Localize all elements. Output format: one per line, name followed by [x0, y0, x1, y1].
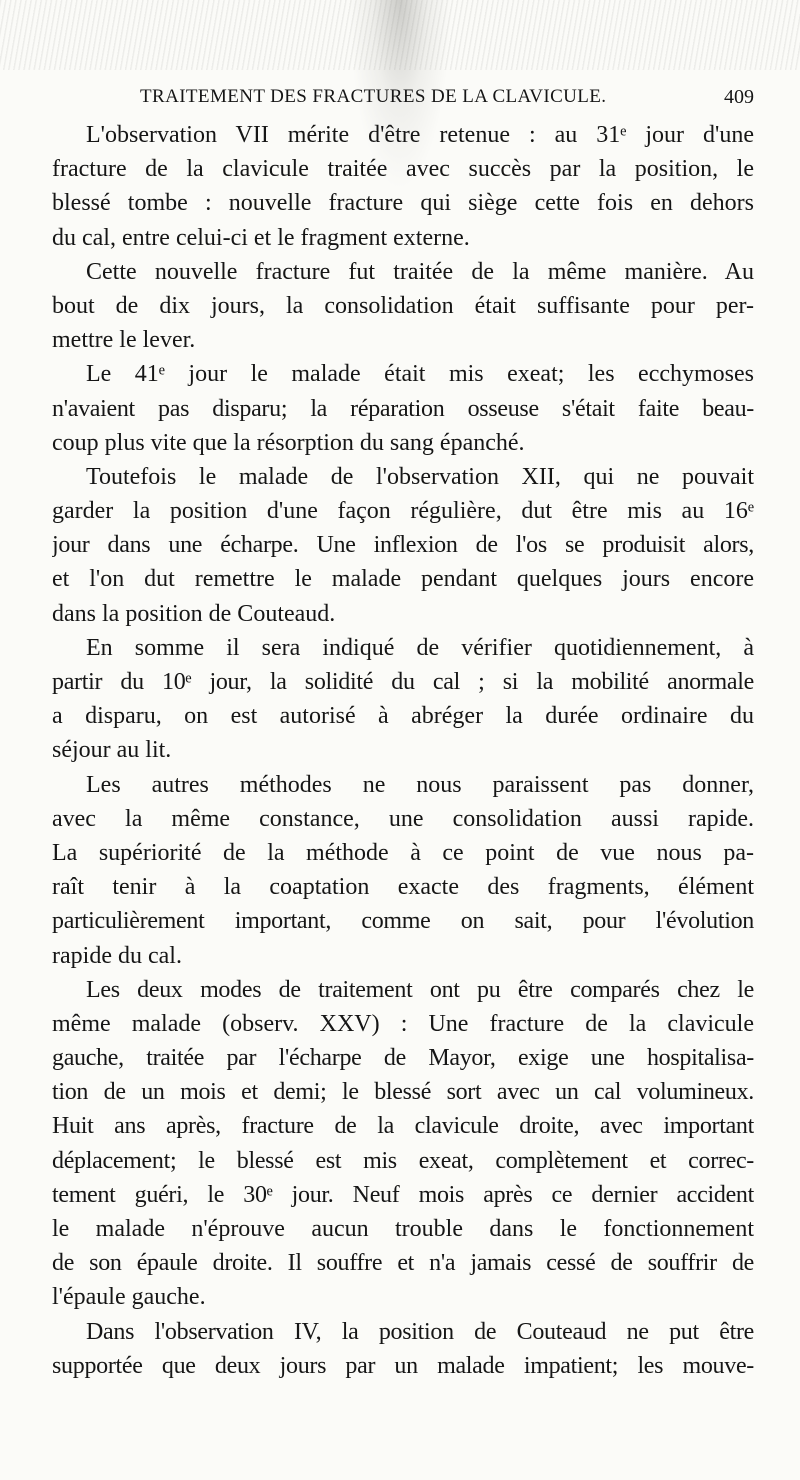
text-line: n'avaient pas disparu; la réparation osseuse s'était faite beau- — [52, 395, 754, 422]
text-line: fracture de la clavicule traitée avec succès par la position, le — [52, 156, 754, 183]
text-line: et l'on dut remettre le malade pendant quelques jours encore — [52, 566, 754, 593]
text-line: rapide du cal. — [52, 942, 182, 969]
text-line: En somme il sera indiqué de vérifier quotidiennement, à — [86, 634, 754, 661]
text-line: séjour au lit. — [52, 737, 172, 764]
text-line: l'épaule gauche. — [52, 1284, 206, 1311]
text-line: dans la position de Couteaud. — [52, 600, 336, 627]
text-line: jour dans une écharpe. Une inflexion de l'os se produisit alors, — [52, 532, 754, 559]
text-line: du cal, entre celui-ci et le fragment externe. — [52, 224, 470, 251]
text-line: particulièrement important, comme on sait, pour l'évolution — [52, 908, 754, 935]
text-line: raît tenir à la coaptation exacte des fragments, élément — [52, 874, 754, 901]
text-line: garder la position d'une façon régulière, dut être mis au 16ᵉ — [52, 498, 754, 525]
text-line: de son épaule droite. Il souffre et n'a jamais cessé de souffrir de — [52, 1250, 754, 1277]
text-line: Dans l'observation IV, la position de Couteaud ne put être — [86, 1318, 754, 1345]
text-line: supportée que deux jours par un malade impatient; les mouve- — [52, 1352, 754, 1379]
text-line: Huit ans après, fracture de la clavicule droite, avec important — [52, 1113, 754, 1140]
text-line: tion de un mois et demi; le blessé sort avec un cal volumineux. — [52, 1079, 754, 1106]
text-line: a disparu, on est autorisé à abréger la durée ordinaire du — [52, 703, 754, 730]
text-line: mettre le lever. — [52, 327, 196, 354]
text-line: avec la même constance, une consolidation aussi rapide. — [52, 805, 754, 832]
text-line: même malade (observ. XXV) : Une fracture de la clavicule — [52, 1010, 754, 1037]
text-line: Toutefois le malade de l'observation XII, qui ne pouvait — [86, 463, 754, 490]
page-number: 409 — [724, 86, 754, 108]
text-line: blessé tombe : nouvelle fracture qui siège cette fois en dehors — [52, 190, 754, 217]
text-line: gauche, traitée par l'écharpe de Mayor, exige une hospitalisa- — [52, 1045, 754, 1072]
text-line: Le 41ᵉ jour le malade était mis exeat; les ecchymoses — [86, 361, 754, 388]
text-line: tement guéri, le 30ᵉ jour. Neuf mois après ce dernier accident — [52, 1181, 754, 1208]
text-line: déplacement; le blessé est mis exeat, complètement et correc- — [52, 1147, 754, 1174]
text-line: Les autres méthodes ne nous paraissent pas donner, — [86, 771, 754, 798]
text-line: Les deux modes de traitement ont pu être comparés chez le — [86, 976, 754, 1003]
running-title: TRAITEMENT DES FRACTURES DE LA CLAVICULE. — [140, 86, 607, 107]
text-line: L'observation VII mérite d'être retenue : au 31ᵉ jour d'une — [86, 122, 754, 148]
text-line: La supériorité de la méthode à ce point de vue nous pa- — [52, 839, 754, 866]
body-text — [52, 118, 754, 1383]
text-line: Cette nouvelle fracture fut traitée de la même manière. Au — [86, 258, 754, 285]
running-head — [0, 86, 800, 116]
text-line: coup plus vite que la résorption du sang épanché. — [52, 429, 525, 456]
text-line: partir du 10ᵉ jour, la solidité du cal ; si la mobilité anormale — [52, 669, 754, 695]
text-line: bout de dix jours, la consolidation était suffisante pour per- — [52, 292, 754, 319]
text-line: le malade n'éprouve aucun trouble dans le fonctionnement — [52, 1216, 754, 1242]
